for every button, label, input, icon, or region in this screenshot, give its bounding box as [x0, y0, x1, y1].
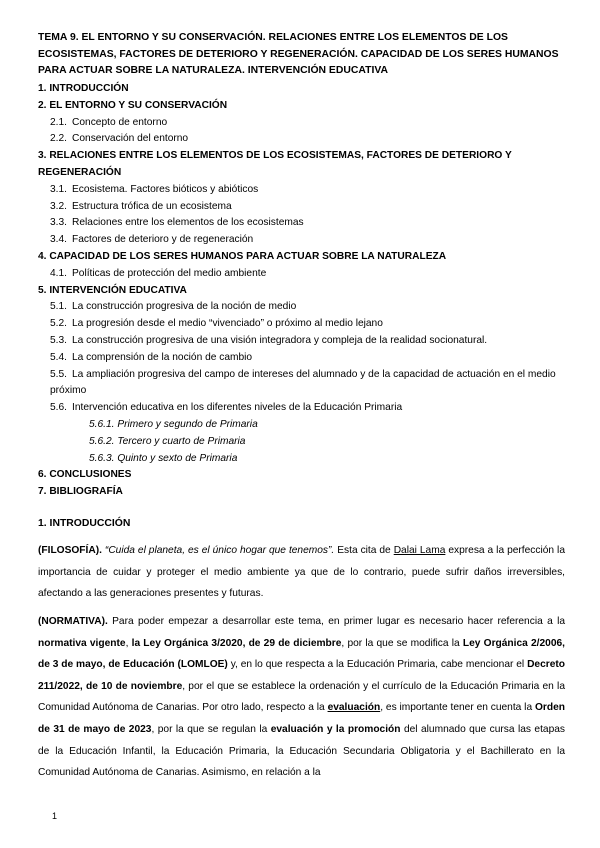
toc-item-number: 2.2. — [50, 133, 67, 145]
bold-run: normativa vigente — [38, 637, 126, 649]
toc-section-7: 7. BIBLIOGRAFÍA — [38, 486, 123, 498]
toc-item-number: 5.5. — [50, 368, 67, 380]
toc-item-5-6-1: 5.6.1. Primero y segundo de Primaria — [89, 418, 258, 430]
toc-item-5-2 — [38, 316, 568, 333]
toc-item-text: Concepto de entorno — [72, 116, 168, 128]
toc-section-3: 3. RELACIONES ENTRE LOS ELEMENTOS DE LOS ECOSISTEMAS, FACTORES DE DETERIORO Y REGENERACIÓN — [38, 150, 512, 178]
toc-section-4: 4. CAPACIDAD DE LOS SERES HUMANOS PARA ACTUAR SOBRE LA NATURALEZA — [38, 250, 447, 262]
toc-item-text: Conservación del entorno — [72, 133, 189, 145]
toc-item-4-1 — [38, 266, 568, 283]
toc-item-number: 3.2. — [50, 200, 67, 212]
toc-item-text: Intervención educativa en los diferentes niveles de la Educación Primaria — [72, 402, 403, 414]
bold-run: Decreto 211/2022, de 10 de noviembre — [38, 659, 565, 692]
toc-item-text: La construcción progresiva de una visión integradora y compleja de la realidad socionatural. — [72, 334, 488, 346]
toc-item-2-1 — [38, 115, 568, 132]
page-number: 1 — [52, 811, 58, 821]
toc-item-3-3 — [38, 215, 568, 232]
toc-item-5-6-3: 5.6.3. Quinto y sexto de Primaria — [89, 452, 238, 464]
bold-underlined-run: evaluación — [327, 702, 381, 714]
toc-item-text: Factores de deterioro y de regeneración — [72, 234, 254, 246]
quote: “Cuida el planeta, es el único hogar que tenemos”. — [104, 545, 335, 556]
toc-item-number: 5.4. — [50, 351, 67, 363]
toc-item-number: 5.1. — [50, 301, 67, 313]
toc-item-number: 3.1. — [50, 183, 67, 195]
toc-item-number: 4.1. — [50, 267, 67, 279]
bold-run: Ley Orgánica 2/2006, de 3 de mayo, de Educación (LOMLOE) — [38, 637, 566, 671]
text-run: y, en lo que respecta a la Educación Primaria, cabe mencionar el — [230, 659, 525, 671]
toc-item-text: La ampliación progresiva del campo de intereses del alumnado y de la capacidad de actuación en el medio próximo — [50, 368, 556, 397]
text-run: expresa a la perfección la importancia de cuidar y proteger el medio ambiente ya que de lo contrario, puede sufrir daños irreversibles, afectando a las generaciones presentes y futuras. — [38, 545, 565, 600]
paragraph-normativa — [38, 611, 565, 784]
toc-item-text: La construcción progresiva de la noción de medio — [72, 301, 297, 313]
paragraph-filosofia — [38, 540, 565, 605]
text-run: Esta cita de — [337, 545, 391, 556]
toc-section-2: 2. EL ENTORNO Y SU CONSERVACIÓN — [38, 99, 228, 111]
toc-section-6: 6. CONCLUSIONES — [38, 469, 132, 481]
bold-run: la Ley Orgánica 3/2020, de 29 de diciembre — [131, 637, 342, 649]
text-run: , es importante tener en cuenta la — [380, 702, 533, 714]
text-run: , por la que se modifica la — [341, 637, 460, 649]
toc-item-2-2 — [38, 131, 568, 148]
toc-item-number: 5.6. — [50, 402, 67, 414]
text-run: Para poder empezar a desarrollar este tema, en primer lugar es necesario hacer referencia a la — [112, 616, 565, 627]
document-title: TEMA 9. EL ENTORNO Y SU CONSERVACIÓN. RELACIONES ENTRE LOS ELEMENTOS DE LOS ECOSISTEMAS, FACTORES DE DETERIORO Y REGENERACIÓN. CAPACIDAD DE LOS SERES HUMANOS PARA ACTUAR SOBRE LA NATURALEZA. INTERVENCIÓN EDUCATIVA — [38, 32, 559, 76]
paragraph-tag: (FILOSOFÍA). — [38, 545, 102, 556]
text-run: del alumnado que cursa las etapas de la Educación Infantil, la Educación Primaria, la Educación Secundaria Obligatoria y el Bachillerato en la Comunidad Autónoma de Canarias. Asimismo, en relación a la — [38, 723, 566, 779]
toc-item-text: Políticas de protección del medio ambiente — [72, 267, 267, 279]
toc-item-3-4 — [38, 232, 568, 249]
author-link: Dalai Lama — [393, 545, 446, 556]
bold-run: evaluación y la promoción — [270, 723, 401, 735]
toc-item-number: 2.1. — [50, 116, 67, 128]
toc-item-number: 5.2. — [50, 318, 67, 330]
toc-item-5-6 — [38, 400, 568, 417]
toc-item-number: 3.4. — [50, 234, 67, 246]
toc-item-text: Estructura trófica de un ecosistema — [72, 200, 232, 212]
toc-item-number: 5.3. — [50, 334, 67, 346]
toc-item-text: La comprensión de la noción de cambio — [72, 351, 253, 363]
toc-item-5-4 — [38, 350, 568, 367]
toc-item-3-2 — [38, 199, 568, 216]
toc-item-5-6-2: 5.6.2. Tercero y cuarto de Primaria — [89, 435, 246, 447]
toc-item-text: Relaciones entre los elementos de los ecosistemas — [72, 217, 304, 229]
text-run: , por el que se establece la ordenación y el currículo de la Educación Primaria en la Comunidad Autónoma de Canarias. Por otro lado, respecto a la — [38, 680, 565, 714]
toc-section-1: 1. INTRODUCCIÓN — [38, 83, 129, 94]
toc-item-number: 3.3. — [50, 217, 67, 229]
toc-section-5: 5. INTERVENCIÓN EDUCATIVA — [38, 284, 187, 296]
toc-item-5-3 — [38, 333, 568, 350]
text-run: , por la que se regulan la — [151, 723, 268, 735]
toc-item-5-5 — [38, 367, 568, 401]
section-heading-introduccion: 1. INTRODUCCIÓN — [38, 518, 131, 529]
toc-item-5-1 — [38, 299, 568, 316]
toc-item-text: La progresión desde el medio “vivenciado” o próximo al medio lejano — [72, 318, 383, 330]
toc-item-text: Ecosistema. Factores bióticos y abióticos — [72, 183, 259, 195]
table-of-contents — [38, 81, 568, 501]
paragraph-tag: (NORMATIVA). — [38, 616, 108, 627]
bold-run: Orden de 31 de mayo de 2023 — [38, 702, 565, 735]
text-run: , — [125, 637, 129, 649]
toc-item-3-1 — [38, 182, 568, 199]
